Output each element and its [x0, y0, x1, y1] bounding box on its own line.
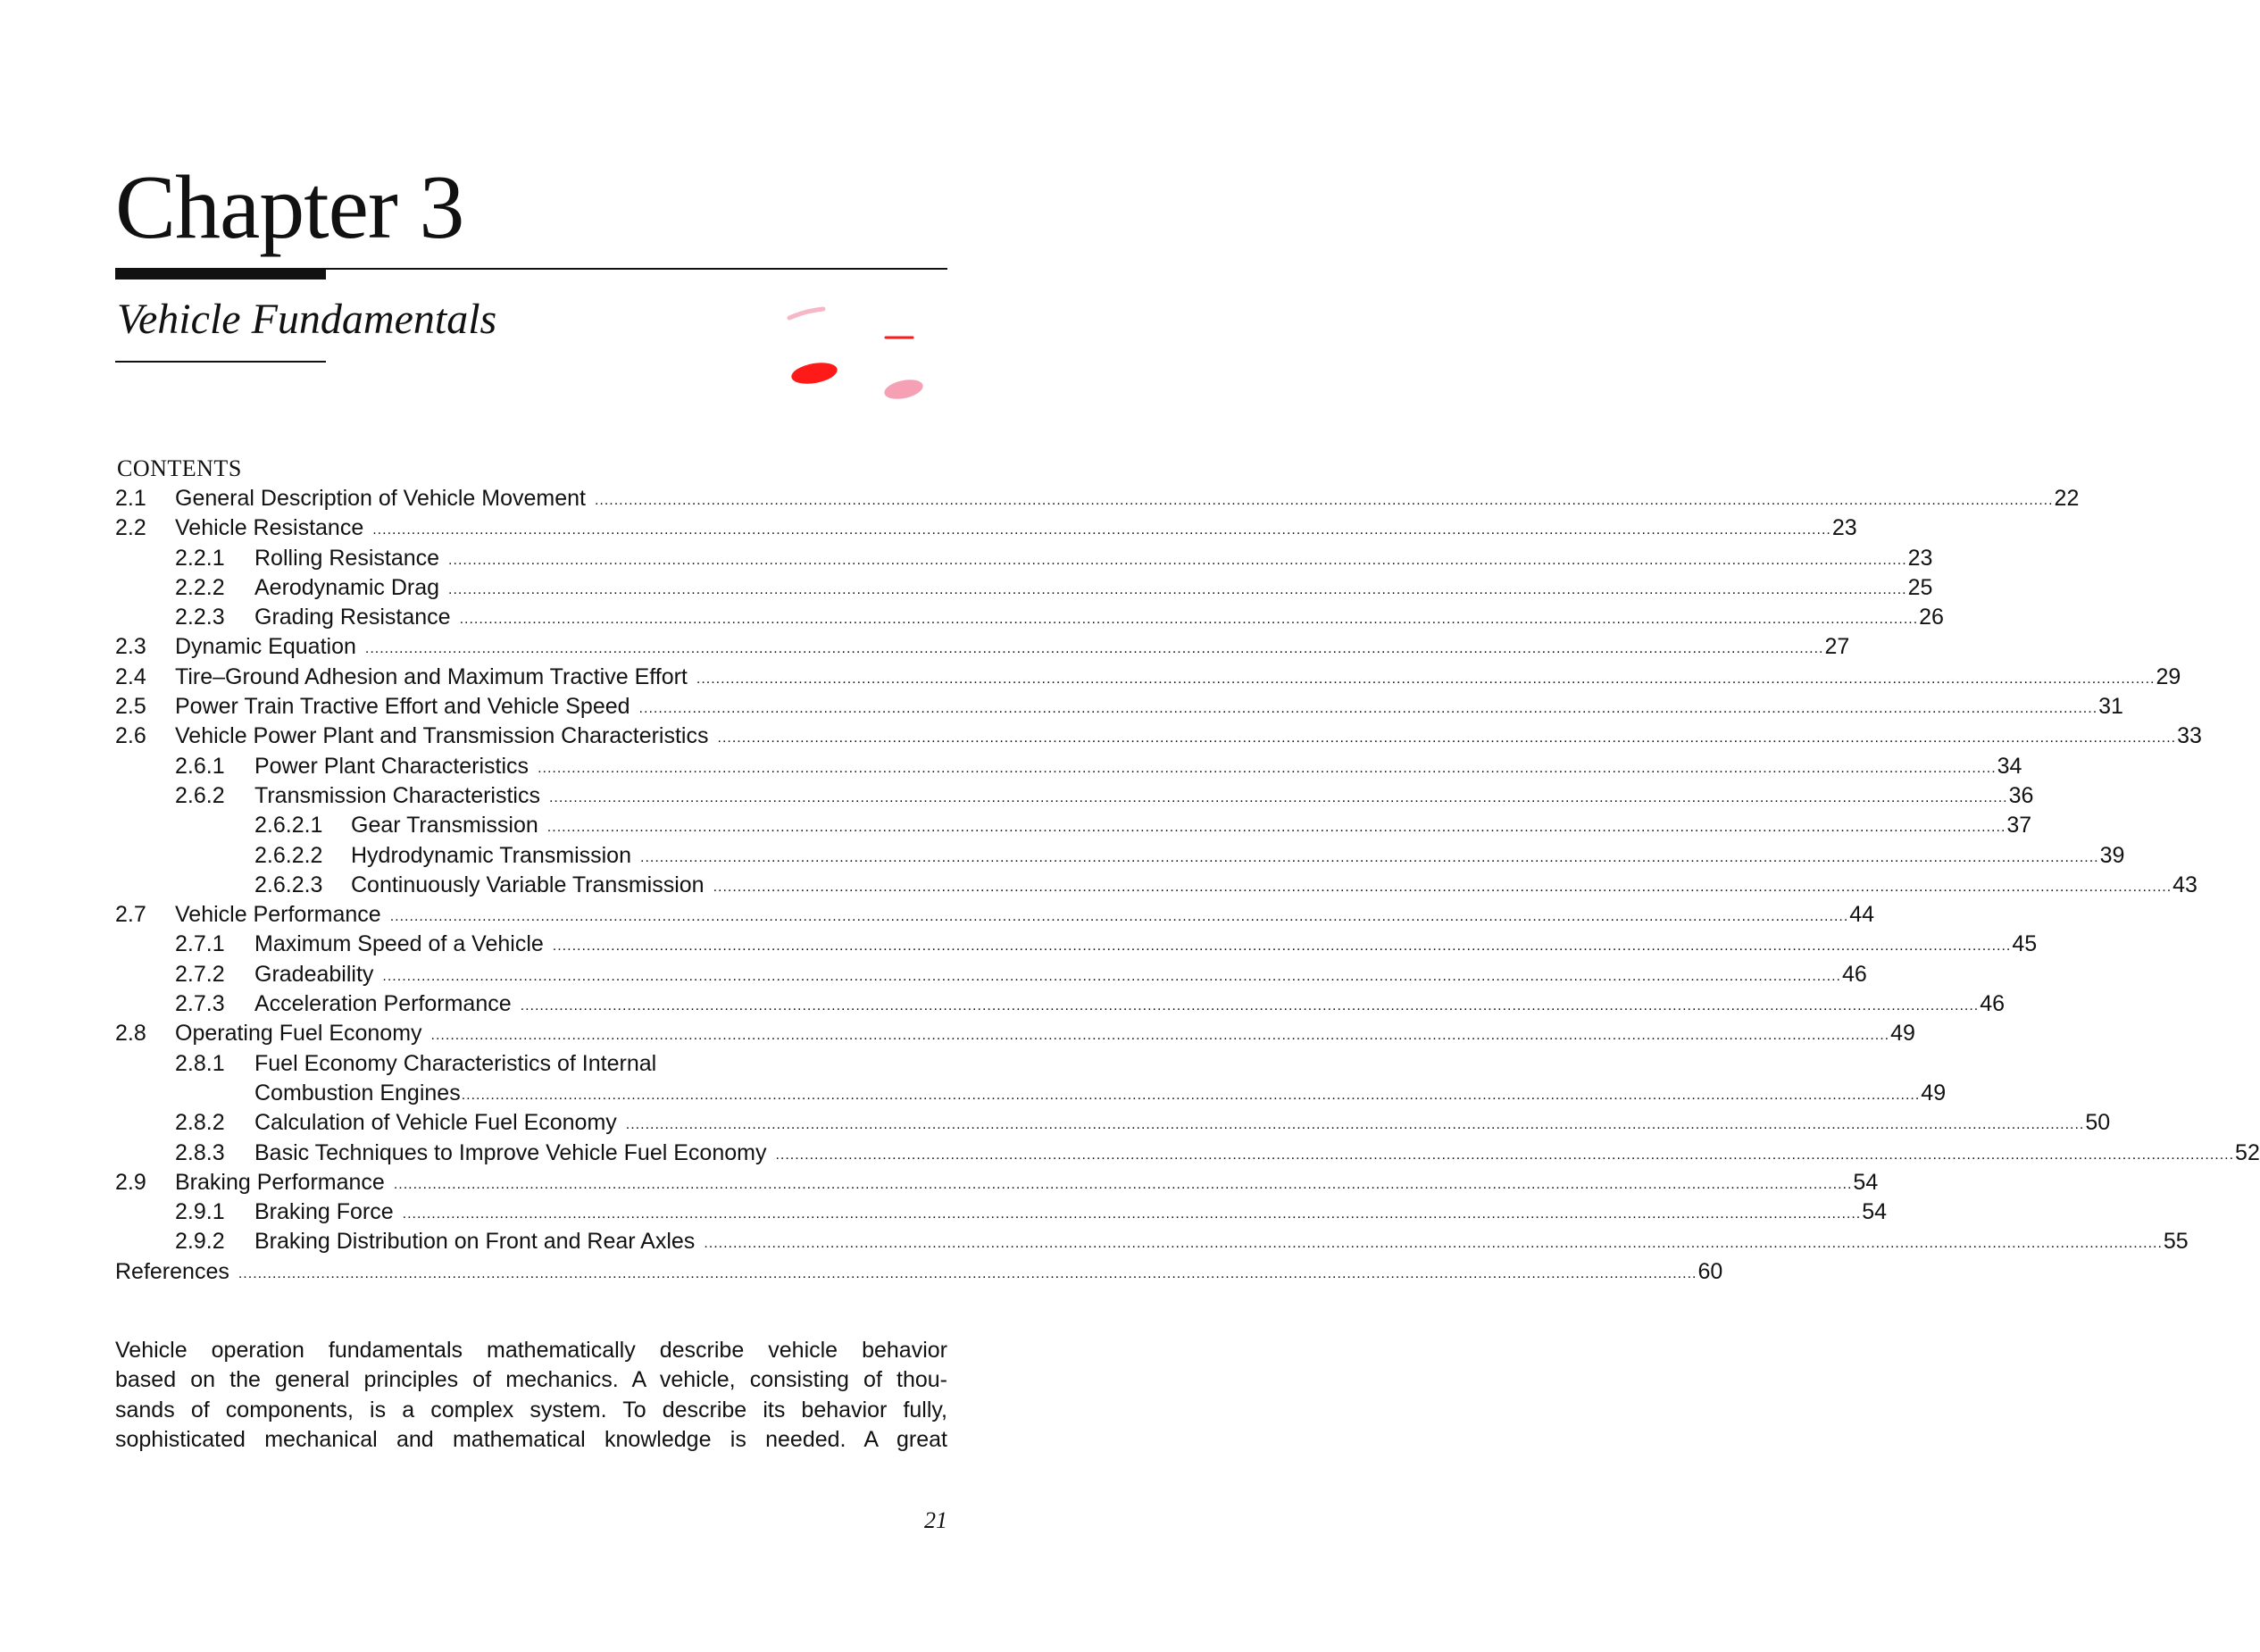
toc-entry-page: 60: [1697, 1258, 1723, 1284]
toc-entry-title: Continuously Variable Transmission: [351, 872, 705, 897]
toc-entry-number: 2.6.2.2: [254, 842, 323, 868]
toc-entry-title: Braking Force: [254, 1199, 394, 1225]
toc-entry-body: [254, 961, 1867, 988]
body-line: based on the general principles of mechanics. A vehicle, consisting of thou-: [115, 1367, 947, 1393]
toc-entry-body: [254, 991, 2006, 1017]
toc-entry-body: [254, 574, 1933, 601]
toc-dot-leader: ............................................................................................................................................................................................................................................................................................................: [594, 493, 2054, 508]
toc-entry-number: 2.8: [115, 1021, 146, 1047]
toc-entry-page: 22: [2054, 486, 2080, 511]
toc-entry-body: [175, 663, 2181, 690]
toc-entry: [115, 605, 1944, 634]
toc-entry-page: 37: [2006, 813, 2032, 839]
toc-dot-leader: ............................................................................................................................................................................................................................................................................................................: [625, 1117, 2085, 1133]
toc-entry-number: 2.8.1: [175, 1050, 225, 1076]
chapter-title: Chapter 3: [115, 157, 464, 258]
toc-entry: [115, 723, 2202, 753]
toc-dot-leader: ............................................................................................................................................................................................................................................................................................................: [638, 701, 2098, 717]
toc-entry-page: 36: [2008, 782, 2034, 808]
toc-dot-leader: ............................................................................................................................................................................................................................................................................................................: [389, 909, 1849, 925]
toc-entry-title: Vehicle Power Plant and Transmission Characteristics: [175, 723, 709, 749]
title-rule-accent: [115, 269, 326, 280]
toc-dot-leader: ............................................................................................................................................................................................................................................................................................................: [402, 1206, 1862, 1222]
toc-dot-leader: ............................................................................................................................................................................................................................................................................................................: [552, 939, 2012, 955]
toc-entry: [115, 486, 2080, 515]
toc-entry-title: Acceleration Performance: [254, 991, 512, 1017]
toc-entry-number: 2.9.1: [175, 1199, 225, 1225]
toc-entry-body: [254, 1080, 1947, 1106]
toc-entry: [115, 1051, 947, 1080]
toc-dot-leader: ............................................................................................................................................................................................................................................................................................................: [459, 612, 1919, 628]
toc-entry: [115, 902, 1875, 931]
toc-entry-page: 49: [1921, 1080, 1947, 1106]
toc-entry-title: Combustion Engines: [254, 1080, 461, 1106]
toc-entry-page: 45: [2012, 931, 2038, 957]
toc-entry-body: [254, 782, 2034, 809]
toc-entry-title: Power Train Tractive Effort and Vehicle Speed: [175, 694, 630, 720]
toc-entry-body: [175, 1169, 1879, 1196]
table-of-contents: [115, 486, 2260, 1289]
toc-entry-body: [175, 515, 1857, 541]
body-line: sands of components, is a complex system. To describe its behavior fully,: [115, 1397, 947, 1423]
toc-entry-number: 2.6.1: [175, 753, 225, 779]
toc-entry-page: 29: [2156, 663, 2181, 689]
toc-entry-body: [351, 813, 2032, 839]
toc-entry: [115, 842, 2125, 872]
toc-dot-leader: ............................................................................................................................................................................................................................................................................................................: [717, 730, 2177, 747]
toc-entry: [115, 545, 1933, 575]
toc-entry-title: References: [115, 1258, 229, 1284]
toc-entry: [115, 1229, 2189, 1258]
toc-entry-body: [254, 1110, 2111, 1136]
toc-entry-title: Basic Techniques to Improve Vehicle Fuel Economy: [254, 1139, 767, 1165]
toc-entry-page: 25: [1907, 574, 1933, 600]
toc-entry-number: 2.9: [115, 1169, 146, 1195]
pink-blot-mark: [882, 377, 924, 403]
toc-entry-body: [175, 486, 2080, 512]
body-line: Vehicle operation fundamentals mathematically describe vehicle behavior: [115, 1338, 947, 1363]
toc-dot-leader: ............................................................................................................................................................................................................................................................................................................: [382, 968, 1841, 984]
toc-entry: [115, 1258, 1723, 1289]
toc-entry-body: [254, 605, 1944, 630]
red-blot-mark: [789, 360, 838, 388]
toc-entry-title: Gear Transmission: [351, 813, 538, 839]
toc-entry-body: [254, 1229, 2189, 1255]
toc-dot-leader: ............................................................................................................................................................................................................................................................................................................: [238, 1265, 1697, 1281]
toc-entry-page: 55: [2163, 1229, 2189, 1255]
toc-entry-title: Gradeability: [254, 961, 374, 987]
toc-entry: [115, 694, 2123, 723]
toc-entry-number: 2.4: [115, 663, 146, 689]
toc-entry-title: Calculation of Vehicle Fuel Economy: [254, 1110, 617, 1136]
toc-dot-leader: ............................................................................................................................................................................................................................................................................................................: [775, 1147, 2235, 1163]
toc-entry-number: 2.2.2: [175, 574, 225, 600]
toc-entry-title: Braking Distribution on Front and Rear Axles: [254, 1229, 696, 1255]
toc-entry-title: Aerodynamic Drag: [254, 574, 440, 600]
toc-entry: [115, 663, 2181, 694]
toc-entry: [115, 1199, 1888, 1229]
toc-entry-page: 46: [1980, 991, 2006, 1017]
toc-entry-page: 46: [1842, 961, 1867, 987]
toc-entry-number: 2.3: [115, 634, 146, 660]
toc-entry-body: [115, 1258, 1723, 1285]
toc-dot-leader: ............................................................................................................................................................................................................................................................................................................: [548, 789, 2008, 805]
toc-entry-number: 2.7.1: [175, 931, 225, 957]
toc-entry-body: [175, 634, 1850, 660]
chapter-subtitle: Vehicle Fundamentals: [117, 296, 497, 343]
toc-entry: [115, 753, 2022, 783]
toc-entry: [115, 931, 2038, 961]
toc-entry-page: 39: [2099, 842, 2125, 868]
toc-entry-body: [254, 545, 1933, 572]
toc-entry-title: Transmission Characteristics: [254, 782, 540, 808]
toc-entry-title: Maximum Speed of a Vehicle: [254, 931, 544, 957]
toc-dot-leader: ............................................................................................................................................................................................................................................................................................................: [393, 1176, 1853, 1192]
toc-entry-page: 49: [1890, 1021, 1915, 1047]
toc-entry-page: 31: [2098, 694, 2123, 720]
toc-entry: [115, 1080, 1947, 1110]
toc-entry-number: 2.6.2: [175, 782, 225, 808]
toc-entry-body: [175, 902, 1875, 928]
toc-entry-number: 2.2.3: [175, 605, 225, 630]
toc-entry-title: Rolling Resistance: [254, 545, 440, 571]
toc-entry: [115, 872, 2197, 902]
toc-entry-body: [254, 753, 2022, 780]
toc-entry-title: Vehicle Resistance: [175, 515, 364, 541]
toc-entry-number: 2.9.2: [175, 1229, 225, 1255]
toc-entry-title: Operating Fuel Economy: [175, 1021, 422, 1047]
pink-stroke-mark: [789, 309, 823, 318]
toc-entry-number: 2.2: [115, 515, 146, 541]
toc-entry-title: Tire–Ground Adhesion and Maximum Tractive Effort: [175, 663, 688, 689]
toc-entry-page: 27: [1824, 634, 1850, 660]
contents-heading: CONTENTS: [117, 455, 242, 481]
toc-entry-number: 2.6.2.3: [254, 872, 323, 897]
toc-entry-number: 2.7: [115, 902, 146, 928]
toc-entry-title: Vehicle Performance: [175, 902, 381, 928]
toc-entry-number: 2.7.2: [175, 961, 225, 987]
toc-dot-leader: ............................................................................................................................................................................................................................................................................................................: [696, 671, 2156, 687]
toc-entry-title: General Description of Vehicle Movement: [175, 486, 586, 511]
toc-entry: [115, 813, 2032, 842]
toc-entry-title: Fuel Economy Characteristics of Internal: [254, 1050, 657, 1076]
toc-entry-page: 23: [1907, 545, 1933, 571]
toc-entry: [115, 574, 1933, 605]
toc-entry-number: 2.8.2: [175, 1110, 225, 1136]
toc-entry-page: 52: [2235, 1139, 2260, 1165]
toc-dot-leader: ............................................................................................................................................................................................................................................................................................................: [546, 820, 2006, 836]
toc-entry-page: 33: [2177, 723, 2202, 749]
toc-dot-leader: ............................................................................................................................................................................................................................................................................................................: [430, 1028, 1890, 1044]
toc-entry-number: 2.5: [115, 694, 146, 720]
toc-entry-body: [254, 1051, 947, 1077]
toc-entry-title: Grading Resistance: [254, 605, 451, 630]
toc-dot-leader: ............................................................................................................................................................................................................................................................................................................: [448, 581, 1907, 597]
toc-entry-body: [351, 842, 2125, 869]
toc-entry-body: [175, 1021, 1915, 1047]
toc-entry-body: [254, 1139, 2260, 1166]
toc-entry: [115, 1110, 2111, 1139]
toc-entry-body: [175, 694, 2123, 720]
toc-entry: [115, 634, 1850, 663]
toc-entry: [115, 1021, 1915, 1050]
toc-dot-leader: ............................................................................................................................................................................................................................................................................................................: [713, 879, 2172, 895]
toc-entry-page: 54: [1862, 1199, 1888, 1225]
toc-entry-page: 26: [1919, 605, 1944, 630]
toc-dot-leader: ............................................................................................................................................................................................................................................................................................................: [372, 522, 1831, 538]
toc-entry: [115, 1139, 2260, 1170]
toc-entry-number: 2.7.3: [175, 991, 225, 1017]
highlighter-marks: [786, 304, 947, 411]
toc-entry-number: 2.6.2.1: [254, 813, 323, 839]
toc-dot-leader: ............................................................................................................................................................................................................................................................................................................: [364, 641, 1824, 657]
toc-entry-title: Power Plant Characteristics: [254, 753, 530, 779]
toc-entry-title: Dynamic Equation: [175, 634, 356, 660]
subtitle-rule: [115, 361, 326, 363]
body-paragraph: [115, 1336, 947, 1455]
toc-entry-title: Braking Performance: [175, 1169, 385, 1195]
toc-entry: [115, 1169, 1879, 1199]
page-number: 21: [924, 1507, 947, 1533]
toc-entry-body: [351, 872, 2197, 898]
toc-entry: [115, 782, 2034, 813]
toc-entry-page: 23: [1831, 515, 1857, 541]
toc-entry-number: 2.1: [115, 486, 146, 511]
toc-dot-leader: ............................................................................................................................................................................................................................................................................................................: [520, 998, 1980, 1014]
toc-entry-number: 2.6: [115, 723, 146, 749]
toc-entry-number: 2.2.1: [175, 545, 225, 571]
toc-entry-page: 43: [2172, 872, 2197, 897]
toc-entry-page: 34: [1997, 753, 2022, 779]
toc-entry-body: [254, 1199, 1888, 1225]
toc-dot-leader: ............................................................................................................................................................................................................................................................................................................: [461, 1087, 1921, 1103]
toc-entry-body: [175, 723, 2202, 749]
toc-entry-page: 50: [2085, 1110, 2111, 1136]
toc-entry: [115, 991, 2006, 1021]
toc-entry-title: Hydrodynamic Transmission: [351, 842, 631, 868]
toc-entry: [115, 961, 1867, 991]
toc-entry: [115, 515, 1857, 545]
toc-entry-page: 54: [1853, 1169, 1879, 1195]
toc-dot-leader: ............................................................................................................................................................................................................................................................................................................: [640, 849, 2099, 865]
toc-dot-leader: ............................................................................................................................................................................................................................................................................................................: [538, 760, 1997, 776]
toc-dot-leader: ............................................................................................................................................................................................................................................................................................................: [448, 552, 1907, 568]
toc-entry-page: 44: [1849, 902, 1875, 928]
toc-entry-number: 2.8.3: [175, 1139, 225, 1165]
body-line: sophisticated mechanical and mathematical knowledge is needed. A great: [115, 1426, 947, 1452]
toc-dot-leader: ............................................................................................................................................................................................................................................................................................................: [704, 1236, 2163, 1252]
toc-entry-body: [254, 931, 2038, 957]
